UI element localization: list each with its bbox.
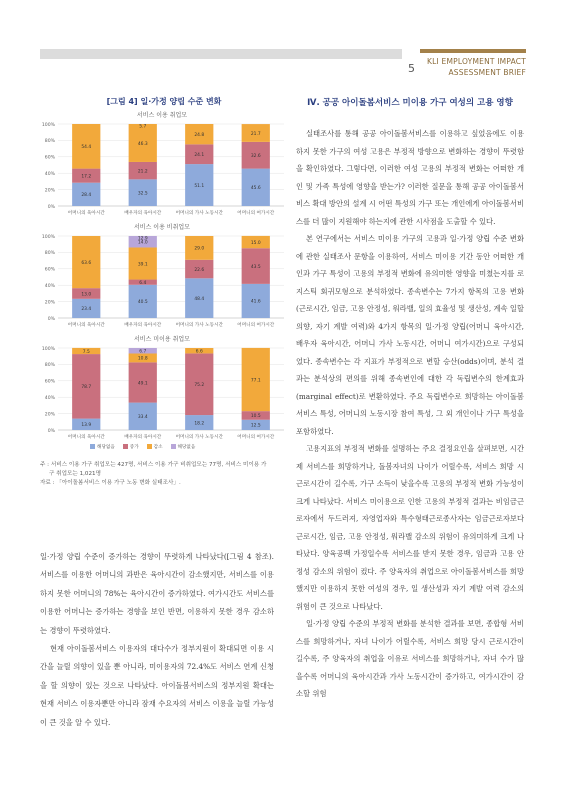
chart-title: 서비스 이용 비취업모: [134, 224, 190, 231]
legend-item-increase: 증가: [123, 444, 139, 450]
y-tick-label: 20%: [44, 188, 55, 194]
data-label: 21.7: [250, 131, 261, 137]
data-label: 5.7: [139, 124, 147, 130]
data-label: 78.7: [81, 385, 92, 391]
x-tick-label: 어머니의 여가시간: [237, 211, 275, 216]
legend-swatch: [90, 444, 95, 449]
x-tick-label: 어머니의 여가시간: [237, 435, 275, 440]
y-tick-label: 60%: [44, 379, 55, 385]
paragraph: 실태조사를 통해 공공 아이돌봄서비스를 이용하고 싶었음에도 이용하지 못한 가구의 여성 고용은 부정적 방향으로 변화하는 경향이 뚜렷함을 확인하였다. 그렇다면, 이러한 여성 고용의 부정적 변화는 어떠한 개인 및 가족 특성에 영향을 받는가? 이러한 질문을 통해 공공 아이돌봄서비스 확대 방안의 설계 시 어떤 특성의 가구 또는 개인에게 아이돌봄서비스를 더 많이 지원해야 하는지에 관한 시사점을 도출할 수 있다.: [296, 129, 524, 226]
x-tick-label: 어머니의 여가시간: [237, 323, 275, 328]
y-tick-label: 80%: [44, 363, 55, 369]
y-tick-label: 20%: [44, 412, 55, 418]
data-label: 32.6: [250, 154, 261, 160]
y-tick-label: 80%: [44, 139, 55, 145]
chart-title: 서비스 미이용 취업모: [134, 336, 190, 343]
data-label: 14.0: [137, 240, 148, 246]
x-tick-label: 배우자의 육아시간: [124, 323, 162, 328]
data-label: 6.6: [195, 349, 203, 355]
data-label: 12.5: [250, 423, 261, 429]
header-bar: [40, 49, 402, 59]
chart-employed-nonusers: [36, 334, 288, 448]
legend-swatch: [123, 444, 128, 449]
x-tick-label: 어머니의 육아시간: [67, 323, 105, 328]
figure-title: [그림 4] 일·가정 양립 수준 변화: [106, 97, 222, 106]
data-label: 7.5: [82, 349, 90, 355]
legend-item-same: 감소: [147, 444, 163, 450]
source-line: 자료 : 「아이돌봄서비스 이용 가구 노동 변화 실태조사」.: [40, 480, 181, 486]
x-tick-label: 배우자의 육아시간: [124, 211, 162, 216]
data-label: 32.5: [137, 191, 148, 197]
data-label: 48.4: [194, 296, 205, 302]
y-tick-label: 40%: [44, 284, 55, 289]
x-tick-label: 어머니의 가사 노동시간: [175, 323, 223, 328]
x-tick-label: 어머니의 육아시간: [67, 435, 105, 440]
data-label: 54.4: [81, 145, 92, 151]
data-label: 43.5: [250, 264, 261, 270]
data-label: 40.5: [137, 300, 148, 306]
data-label: 75.2: [194, 383, 205, 389]
x-tick-label: 어머니의 육아시간: [67, 211, 105, 216]
chart-employed-users: [36, 110, 288, 224]
y-tick-label: 100%: [41, 234, 55, 240]
section-title: Ⅳ. 공공 아이돌봄서비스 미이용 가구 여성의 고용 영향: [307, 98, 513, 108]
x-tick-label: 배우자의 육아시간: [124, 435, 162, 440]
page-number: 5: [408, 62, 415, 75]
y-tick-label: 80%: [44, 251, 55, 257]
data-label: 28.4: [81, 193, 92, 199]
chart-title: 서비스 이용 취업모: [136, 112, 188, 119]
chart-legend: [90, 444, 195, 450]
data-label: 22.6: [194, 267, 205, 273]
legend-swatch: [147, 444, 152, 449]
left-column-text: [40, 548, 274, 732]
data-label: 6.7: [139, 349, 147, 355]
data-label: 77.1: [250, 378, 261, 384]
data-label: 12.9: [137, 236, 148, 242]
y-tick-label: 0%: [47, 316, 55, 322]
data-label: 29.0: [194, 246, 205, 252]
paragraph: 일·가정 양립 수준이 증가하는 경향이 뚜렷하게 나타났다([그림 4 참조). 서비스를 이용한 어머니의 과반은 육아시간이 감소했지만, 서비스를 이용하지 못한 어머니의 78%는 육아시간이 증가하였다. 여가시간도 서비스를 이용한 어머니는 증가하는 경향을 보인 반면, 이용하지 못한 경우 감소하는 경향이 뚜렷하였다.: [40, 552, 274, 635]
data-label: 6.4: [139, 280, 147, 286]
data-label: 21.2: [137, 169, 148, 175]
data-label: 39.1: [137, 262, 148, 268]
data-label: 24.1: [194, 153, 205, 159]
data-label: 24.8: [194, 132, 205, 138]
y-tick-label: 100%: [41, 122, 55, 128]
y-tick-label: 100%: [41, 346, 55, 352]
right-column-text: [296, 125, 524, 703]
brief-title: [427, 56, 526, 78]
chart-svg: [36, 120, 288, 220]
legend-item-decrease: 해당없음: [90, 444, 115, 450]
data-label: 49.1: [137, 381, 148, 387]
header-accent-bar: [420, 49, 526, 53]
paragraph: 현재 아이돌봄서비스 이용자의 대다수가 정부지원이 확대되면 이용 시간을 늘릴 의향이 있을 뿐 아니라, 미이용자의 72.4%도 서비스 연계 신청을 할 의향이 있는 것으로 나타났다. 아이돌봄서비스의 정부지원 확대는 현재 서비스 이용자뿐만 아니라 잠재 수요자의 서비스 이용을 늘릴 가능성이 큰 것을 알 수 있다.: [40, 644, 274, 727]
data-label: 10.5: [250, 414, 261, 420]
chart-svg: [36, 344, 288, 444]
y-tick-label: 60%: [44, 267, 55, 273]
data-label: 63.6: [81, 260, 92, 266]
y-tick-label: 0%: [47, 204, 55, 210]
data-label: 23.4: [81, 307, 92, 313]
brief-title-line2: ASSESSMENT BRIEF: [448, 68, 526, 77]
chart-unemployed-users: [36, 222, 288, 336]
x-tick-label: 어머니의 가사 노동시간: [175, 211, 223, 216]
data-label: 51.1: [194, 183, 205, 189]
data-label: 33.4: [137, 415, 148, 421]
figure-notes: [40, 461, 290, 488]
y-tick-label: 60%: [44, 155, 55, 161]
brief-title-line1: KLI EMPLOYMENT IMPACT: [427, 57, 526, 66]
y-tick-label: 40%: [44, 396, 55, 401]
y-tick-label: 20%: [44, 300, 55, 306]
data-label: 15.0: [250, 240, 261, 246]
data-label: 18.2: [194, 421, 205, 427]
data-label: 17.2: [81, 174, 92, 180]
data-label: 41.6: [250, 299, 261, 305]
chart-svg: [36, 232, 288, 332]
paragraph: 본 연구에서는 서비스 미이용 가구의 고용과 일·가정 양립 수준 변화에 관한 실태조사 문항을 이용하여, 서비스 미이용 기간 동안 어떠한 개인과 가구 특성이 고용의 부정적 변화에 유의미한 영향을 미쳤는지를 로지스틱 회귀모형으로 분석하였다. 종속변수는 7가지 항목의 고용 변화(근로시간, 임금, 고용 안정성, 워라밸, 일의 효율성 및 생산성, 계속 일할 의향, 자기 계발 여력)와 4가지 항목의 일·가정 양립(어머니 육아시간, 배우자 육아시간, 어머니 가사 노동시간, 어머니 여가시간)으로 구성되었다. 종속변수는 각 지표가 부정적으로 변할 승산(odds)이며, 분석 결과는 분석상의 편의를 위해 종속변인에 대한 각 독립변수의 한계효과(marginal effect)로 변환하였다. 주요 독립변수로 희망하는 아이돌봄서비스 특성, 어머니의 노동시장 참여 특성, 그 외 개인이나 가구 특성을 포함하였다.: [296, 234, 524, 436]
data-label: 45.6: [250, 186, 261, 192]
data-label: 10.8: [137, 356, 148, 362]
paragraph: 일·가정 양립 수준의 부정적 변화를 분석한 결과를 보면, 종합형 서비스를 희망하거나, 자녀 나이가 어릴수록, 서비스 희망 당시 근로시간이 길수록, 주 양육자의 취업을 이유로 서비스를 희망하거나, 자녀 수가 많을수록 어머니의 육아시간과 가사 노동시간이 증가하고, 여가시간이 감소할 위험: [296, 619, 524, 698]
x-tick-label: 어머니의 가사 노동시간: [175, 435, 223, 440]
data-label: 46.3: [137, 141, 148, 147]
data-label: 13.9: [81, 423, 92, 429]
legend-item-unanswered: 해당없음: [171, 444, 196, 450]
legend-swatch: [171, 444, 176, 449]
y-tick-label: 40%: [44, 172, 55, 177]
paragraph: 고용지표의 부정적 변화를 설명하는 주요 결정요인을 살펴보면, 시간제 서비스를 희망하거나, 돌봄자녀의 나이가 어릴수록, 서비스 희망 시 근로시간이 길수록, 가구 소득이 낮을수록 고용의 부정적 변화 가능성이 크게 나타났다. 서비스 미이용으로 인한 고용의 부정적 결과는 비임금근로자에서 두드러져, 자영업자와 특수형태근로종사자는 임금근로자보다 근로시간, 임금, 고용 안정성, 워라밸 감소의 위험이 유의미하게 크게 나타났다. 양육공백 가정일수록 서비스를 받지 못한 경우, 임금과 고용 안정성 감소의 위험이 컸다. 주 양육자의 취업으로 아이돌봄서비스를 희망했지만 이용하지 못한 여성의 경우, 일 생산성과 자기 계발 여력 감소의 위험이 큰 것으로 나타났다.: [296, 444, 524, 611]
data-label: 13.0: [81, 292, 92, 298]
note-line: 구 취업모는 1,021명: [49, 471, 101, 477]
note-line: 주 : 서비스 이용 가구 취업모는 427명, 서비스 이용 가구 비취업모는 77명, 서비스 미이용 가: [40, 462, 267, 468]
y-tick-label: 0%: [47, 428, 55, 434]
